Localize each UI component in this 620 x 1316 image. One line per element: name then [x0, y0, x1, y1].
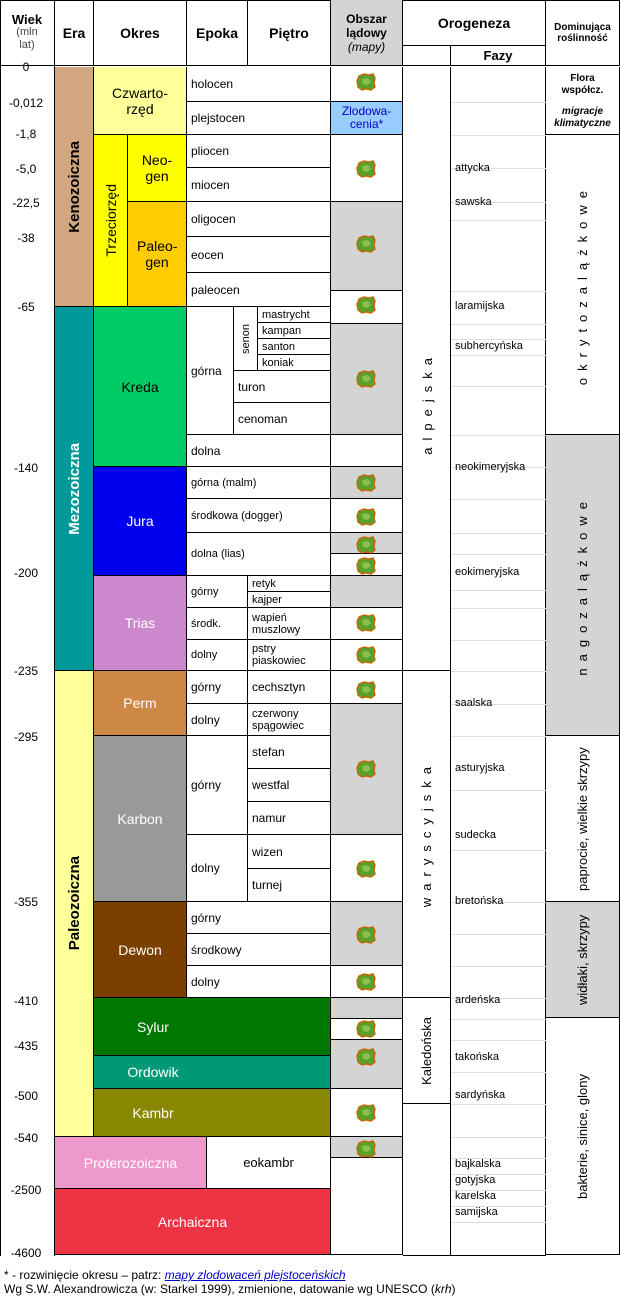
phase-row-line — [451, 102, 546, 103]
period-trzeciorzed-label: Trzeciorzęd — [102, 184, 119, 257]
phase-ardenska: ardeńska — [455, 994, 501, 1006]
header-land-sub: (mapy) — [347, 39, 386, 54]
poland-map-icon — [356, 973, 376, 991]
flora-migracje — [546, 102, 620, 135]
epoch-trias-srodk: środk. — [187, 608, 248, 640]
epoch-kreda-dolna: dolna — [187, 435, 331, 467]
poland-map-icon — [356, 1104, 376, 1122]
orogeny-waryscyjska — [403, 671, 451, 998]
stage-turon: turon — [234, 371, 331, 403]
phase-laramijska: laramijska — [455, 300, 505, 312]
phase-row-line — [451, 736, 546, 737]
age-label: -410 — [13, 994, 39, 1008]
phase-bajkalska: bajkalska — [455, 1158, 501, 1170]
stage-wapien: wapień muszlowy — [248, 608, 331, 640]
epoch-dewon-gorny: górny — [187, 902, 331, 934]
period-trzeciorzed — [94, 135, 128, 307]
age-label: -355 — [13, 895, 39, 909]
epoch-eocen: eocen — [187, 237, 331, 273]
poland-map-icon — [356, 1048, 376, 1066]
stage-namur: namur — [248, 802, 331, 835]
age-label: -235 — [13, 664, 39, 678]
period-czwartorzed-label: Czwarto-rzęd — [111, 84, 168, 117]
phase-row-line — [451, 966, 546, 967]
poland-map-icon — [356, 614, 376, 632]
footer-source-krh: krh — [434, 1282, 452, 1296]
flora-widlaki — [546, 902, 620, 1018]
epoch-pliocen: pliocen — [187, 135, 331, 168]
stage-wizen: wizen — [248, 835, 331, 869]
phase-asturyjska: asturyjska — [455, 762, 505, 774]
phase-row-line — [451, 135, 546, 136]
stage-kampan: kampan — [258, 323, 331, 339]
age-label: -540 — [13, 1131, 39, 1145]
phase-row-line — [451, 671, 546, 672]
poland-map-icon — [356, 235, 376, 253]
epoch-jura-srodkowa: środkowa (dogger) — [187, 499, 331, 533]
age-label: -1,8 — [15, 127, 37, 141]
phase-row-line — [451, 435, 546, 436]
period-karbon — [94, 736, 187, 902]
phase-row-line — [451, 934, 546, 935]
period-sylur-label: Sylur — [137, 1018, 169, 1035]
header-period: Okres — [94, 0, 187, 66]
header-epoch: Epoka — [187, 0, 248, 66]
age-label: -2500 — [10, 1183, 42, 1197]
period-perm — [94, 671, 187, 736]
period-paleogen-label: Paleo-gen — [137, 238, 178, 270]
orogeny-kaledonska-label: Kaledońska — [419, 1016, 434, 1085]
phase-row-line — [451, 386, 546, 387]
phase-sudecka: sudecka — [455, 829, 496, 841]
footer-source — [4, 1282, 456, 1296]
poland-map-icon — [356, 536, 376, 554]
period-trias-label: Trias — [124, 615, 156, 631]
phase-samijska: samijska — [455, 1206, 498, 1218]
age-label: -5,0 — [15, 162, 37, 176]
phase-row-line — [451, 533, 546, 534]
poland-map-icon — [356, 160, 376, 178]
stage-kajper: kajper — [248, 592, 331, 608]
epoch-plejstocen: plejstocen — [187, 102, 331, 135]
epoch-paleocen: paleocen — [187, 273, 331, 307]
flora-paprocie — [546, 736, 620, 902]
phase-attycka: attycka — [455, 162, 490, 174]
era-proterozoik-label: Proterozoiczna — [83, 1154, 178, 1171]
orogeny-alpejska — [403, 135, 451, 671]
phase-row-line — [451, 324, 546, 325]
phase-gotyjska: gotyjska — [455, 1174, 496, 1186]
orogeny-bottom-blank — [403, 1104, 451, 1256]
phase-row-line — [451, 554, 546, 555]
header-phases: Fazy — [451, 46, 546, 66]
period-karbon-label: Karbon — [117, 810, 163, 827]
epoch-dewon-dolny: dolny — [187, 966, 331, 998]
phase-row-line — [451, 1072, 546, 1073]
stage-senon — [234, 307, 258, 371]
flora-bakterie — [546, 1018, 620, 1255]
period-kambr — [94, 1089, 331, 1137]
land-kreda-dolna — [331, 435, 403, 467]
epoch-trias-gorny: górny — [187, 576, 248, 608]
stage-cenoman: cenoman — [234, 403, 331, 435]
stage-cechsztyn: cechsztyn — [248, 671, 331, 704]
header-era: Era — [55, 0, 94, 66]
glaciation-box — [331, 102, 403, 135]
glaciation-label: Zlodowa-cenia* — [341, 104, 392, 131]
age-label: -0,012 — [8, 96, 44, 110]
period-perm-label: Perm — [123, 695, 157, 711]
phase-bretonska: bretońska — [455, 895, 504, 907]
age-label: -38 — [17, 231, 35, 245]
phase-row-line — [451, 1019, 546, 1020]
flora-nagozalazkowe-label: nagozalążkowe — [575, 494, 590, 676]
era-paleozoik-label: Paleozoiczna — [65, 856, 83, 951]
period-kreda-label: Kreda — [121, 378, 159, 395]
header-age-label: Wiek — [11, 12, 43, 27]
phase-row-line — [451, 1222, 546, 1223]
phase-row-line — [451, 499, 546, 500]
poland-map-icon — [356, 296, 376, 314]
phase-karelska: karelska — [455, 1190, 496, 1202]
stage-retyk: retyk — [248, 576, 331, 592]
epoch-jura-dolna: dolna (lias) — [187, 533, 331, 576]
age-label: -140 — [13, 461, 39, 475]
phase-takonska: takońska — [455, 1051, 500, 1063]
era-mezozoik-label: Mezozoiczna — [65, 442, 83, 535]
phase-neokimeryjska: neokimeryjska — [455, 461, 526, 473]
footer-source-end: ) — [451, 1282, 456, 1296]
orogeny-alpejska-label: alpejska — [419, 350, 435, 455]
phase-row-line — [451, 1040, 546, 1041]
orogeny-waryscyjska-label: waryscyjska — [419, 760, 434, 908]
stage-czerwony: czerwony spągowiec — [248, 704, 331, 736]
epoch-jura-gorna: górna (malm) — [187, 467, 331, 499]
era-proterozoik — [55, 1137, 207, 1189]
poland-map-icon — [356, 681, 376, 699]
age-label: -200 — [13, 566, 39, 580]
phase-sawska: sawska — [455, 196, 492, 208]
epoch-kreda-gorna: górna — [187, 307, 234, 435]
period-kreda — [94, 307, 187, 467]
phase-row-line — [451, 790, 546, 791]
land-trias-gorny — [331, 576, 403, 608]
phase-row-line — [451, 291, 546, 292]
period-ordowik-label: Ordowik — [127, 1064, 179, 1080]
age-label: -295 — [13, 730, 39, 744]
era-mezozoik — [55, 307, 94, 671]
orogeny-kaledonska — [403, 998, 451, 1104]
period-ordowik — [94, 1056, 331, 1089]
flora-okrytozalazkowe — [546, 135, 620, 435]
phase-row-line — [451, 1104, 546, 1105]
glaciation-maps-link[interactable]: mapy zlodowaceń plejstoceńskich — [164, 1268, 346, 1282]
stage-stefan: stefan — [248, 736, 331, 769]
header-flora: Dominująca roślinność — [546, 0, 620, 66]
period-neogen-label: Neo-gen — [141, 152, 173, 184]
footer-source-text: Wg S.W. Alexandrowicza (w: Starkel 1999), zmienione, datowanie wg UNESCO ( — [4, 1282, 435, 1296]
period-sylur — [94, 998, 331, 1056]
phase-saalska: saalska — [455, 697, 493, 709]
epoch-perm-gorny: górny — [187, 671, 248, 704]
header-age-sub: (mln lat) — [16, 26, 38, 51]
period-dewon — [94, 902, 187, 998]
header-age — [0, 0, 55, 66]
age-label: -22,5 — [12, 196, 40, 210]
phase-sardynska: sardyńska — [455, 1089, 506, 1101]
epoch-holocen: holocen — [187, 67, 331, 102]
phase-row-line — [451, 608, 546, 609]
poland-map-icon — [356, 926, 376, 944]
header-orogeny-left — [403, 46, 451, 66]
footer — [4, 1268, 456, 1296]
era-kenozoik-label: Kenozoiczna — [65, 140, 83, 233]
epoch-oligocen: oligocen — [187, 202, 331, 237]
header-land-label: Obszar lądowy — [346, 11, 387, 40]
period-czwartorzed — [94, 67, 187, 135]
footer-note-text: * - rozwinięcie okresu – patrz: — [4, 1268, 165, 1282]
stage-santon: santon — [258, 339, 331, 355]
era-kenozoik — [55, 67, 94, 307]
period-neogen — [128, 135, 187, 202]
flora-paprocie-label: paprocie, wielkie skrzypy — [575, 746, 590, 891]
phase-eokimeryjska: eokimeryjska — [455, 566, 520, 578]
period-kambr-label: Kambr — [132, 1104, 174, 1121]
poland-map-icon — [356, 760, 376, 778]
phase-row-line — [451, 850, 546, 851]
period-paleogen — [128, 202, 187, 307]
land-archaik — [331, 1158, 403, 1255]
poland-map-icon — [356, 508, 376, 526]
poland-map-icon — [356, 557, 376, 575]
phase-subhercynska: subhercyńska — [455, 340, 523, 352]
poland-map-icon — [356, 370, 376, 388]
flora-wspolcz — [546, 67, 620, 102]
period-jura-label: Jura — [126, 513, 154, 529]
stage-koniak: koniak — [258, 355, 331, 371]
stage-turnej: turnej — [248, 869, 331, 902]
poland-map-icon — [356, 1020, 376, 1038]
stage-pstry: pstry piaskowiec — [248, 640, 331, 671]
header-orogeny: Orogeneza — [403, 0, 546, 46]
flora-widlaki-label: widłaki, skrzypy — [575, 914, 590, 1005]
age-label: -435 — [13, 1039, 39, 1053]
age-label: -500 — [13, 1089, 39, 1103]
stage-senon-label: senon — [239, 323, 252, 354]
era-archaik-label: Archaiczna — [157, 1213, 228, 1230]
phase-row-line — [451, 590, 546, 591]
poland-map-icon — [356, 474, 376, 492]
epoch-eokambr: eokambr — [207, 1137, 331, 1189]
header-land — [331, 0, 403, 66]
flora-okrytozalazkowe-label: okrytozalążkowe — [575, 183, 590, 386]
phase-row-line — [451, 355, 546, 356]
period-trias — [94, 576, 187, 671]
flora-nagozalazkowe — [546, 435, 620, 736]
poland-map-icon — [356, 646, 376, 664]
flora-migracje-label: migracje klimatyczne — [554, 106, 611, 129]
orogeny-top-blank — [403, 67, 451, 135]
age-label: -4600 — [10, 1246, 42, 1260]
epoch-karbon-gorny: górny — [187, 736, 248, 835]
epoch-dewon-srodkowy: środkowy — [187, 934, 331, 966]
poland-map-icon — [356, 1140, 376, 1158]
phase-row-line — [451, 1137, 546, 1138]
epoch-miocen: miocen — [187, 168, 331, 202]
stage-mastrycht: mastrycht — [258, 307, 331, 323]
flora-wspolcz-label: Flora współcz. — [561, 72, 604, 96]
phase-row-line — [451, 220, 546, 221]
header-stage: Piętro — [248, 0, 331, 66]
land-sylur-1 — [331, 998, 403, 1019]
poland-map-icon — [356, 73, 376, 91]
stage-westfal: westfal — [248, 769, 331, 802]
phase-row-line — [451, 640, 546, 641]
flora-bakterie-label: bakterie, sinice, glony — [575, 1073, 590, 1199]
age-label: 0 — [22, 60, 30, 74]
age-label: -65 — [17, 300, 35, 314]
epoch-perm-dolny: dolny — [187, 704, 248, 736]
footer-note — [4, 1268, 456, 1282]
period-dewon-label: Dewon — [118, 941, 162, 958]
epoch-karbon-dolny: dolny — [187, 835, 248, 902]
poland-map-icon — [356, 860, 376, 878]
era-archaik — [55, 1189, 331, 1255]
period-jura — [94, 467, 187, 576]
era-paleozoik — [55, 671, 94, 1137]
epoch-trias-dolny: dolny — [187, 640, 248, 671]
phases-column — [451, 67, 546, 1256]
